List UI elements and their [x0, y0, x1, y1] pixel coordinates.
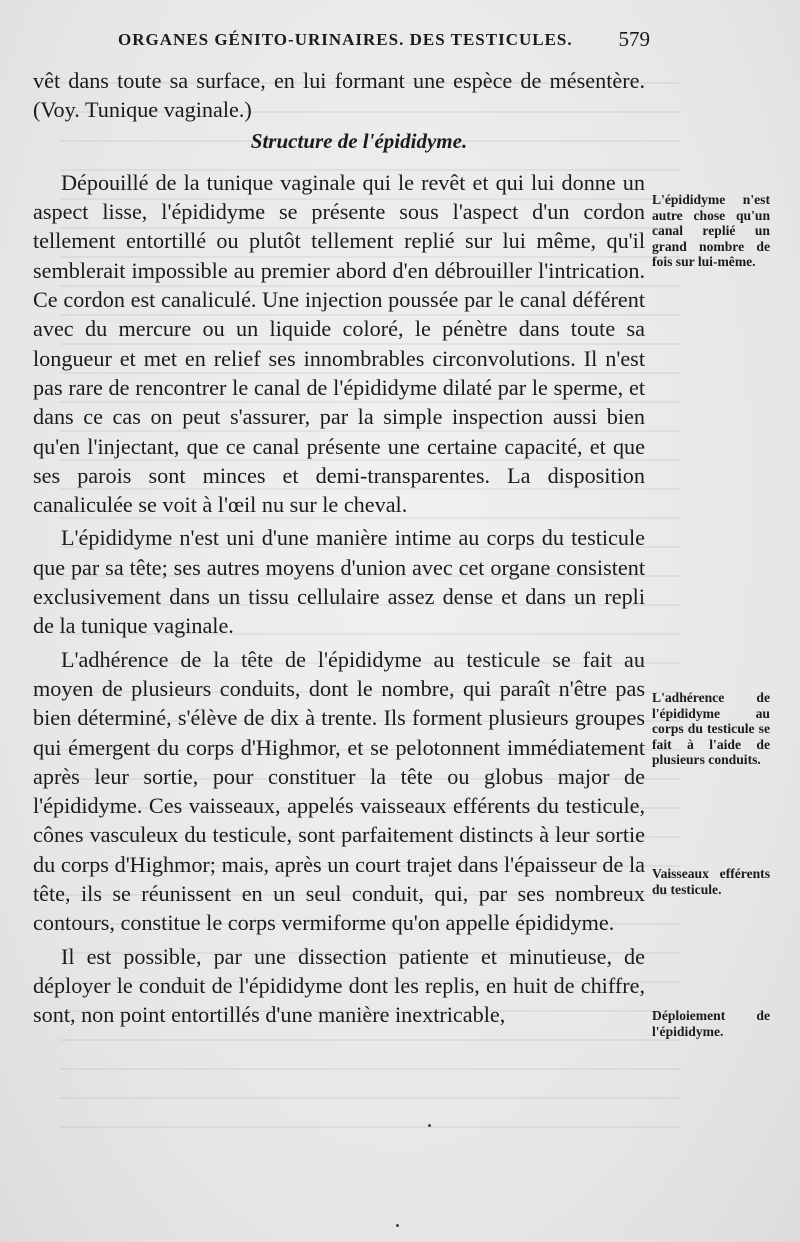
margin-note-vaisseaux: Vaisseaux efférents du testicule.	[652, 866, 770, 897]
running-header	[118, 27, 650, 52]
margin-note-canal: L'épididyme n'est autre chose qu'un canal replié un grand nombre de fois sur lui-même.	[652, 192, 770, 270]
paragraph-structure: Dépouillé de la tunique vaginale qui le revêt et qui lui donne un aspect lisse, l'épididyme se présente sous l'aspect d'un cordon tellement entortillé ou plutôt tellement replié sur lui même, qu'il semblerait impossible au premier abord d'en débrouiller l'intrication. Ce cordon est canaliculé. Une injection poussée par le canal déférent avec du mercure ou un liquide coloré, le pénètre dans toute sa longueur et met en relief ses innombrables circonvolutions. Il n'est pas rare de rencontrer le canal de l'épididyme dilaté par le sperme, et dans ce cas on peut s'assurer, par la simple inspection aussi bien qu'en l'injectant, que ce canal présente une certaine capacité, et que ses parois sont minces et demi-transparentes. La disposition canaliculée se voit à l'œil nu sur le cheval.	[33, 169, 645, 518]
paragraph-adherence: L'adhérence de la tête de l'épididyme au testicule se fait au moyen de plusieurs conduits, dont le nombre, qui paraît n'être pas bien déterminé, s'élève de dix à trente. Ils forment plusieurs groupes qui émergent du corps d'Highmor, et se pelotonnent immédiatement après leur sortie, pour constituer la tête ou globus major de l'épididyme. Ces vaisseaux, appelés vaisseaux efférents du testicule, cônes vasculeux du testicule, sont parfaitement distincts à leur sortie du corps d'Highmor; mais, après un court trajet dans l'épaisseur de la tête, ils se réunissent en un seul conduit, qui, par ses nombreux contours, constitue le corps vermiforme qu'on appelle épididyme.	[33, 646, 645, 936]
page-number: 579	[618, 27, 650, 51]
main-text	[33, 66, 645, 1030]
ink-speck	[428, 1124, 431, 1127]
ink-speck	[396, 1224, 399, 1227]
running-title: ORGANES GÉNITO-URINAIRES. DES TESTICULES.	[118, 30, 573, 49]
section-heading: Structure de l'épididyme.	[250, 128, 468, 153]
paragraph-dissection: Il est possible, par une dissection patiente et minutieuse, de déployer le conduit de l'épididyme dont les replis, en huit de chiffre, sont, non point entortillés d'une manière inextricable,	[33, 943, 645, 1028]
margin-note-deploiement: Déploiement de l'épididyme.	[652, 1008, 770, 1039]
paragraph-union: L'épididyme n'est uni d'une manière intime au corps du testicule que par sa tête; ses autres moyens d'union avec cet organe consistent exclusivement dans un tissu cellulaire assez dense et dans un repli de la tunique vaginale.	[33, 525, 645, 639]
margin-note-adherence: L'adhérence de l'épididyme au corps du testicule se fait à l'aide de plusieurs conduits.	[652, 690, 770, 768]
paragraph-continued: vêt dans toute sa surface, en lui formant une espèce de mésentère. (Voy. Tunique vaginale.)	[33, 68, 645, 123]
